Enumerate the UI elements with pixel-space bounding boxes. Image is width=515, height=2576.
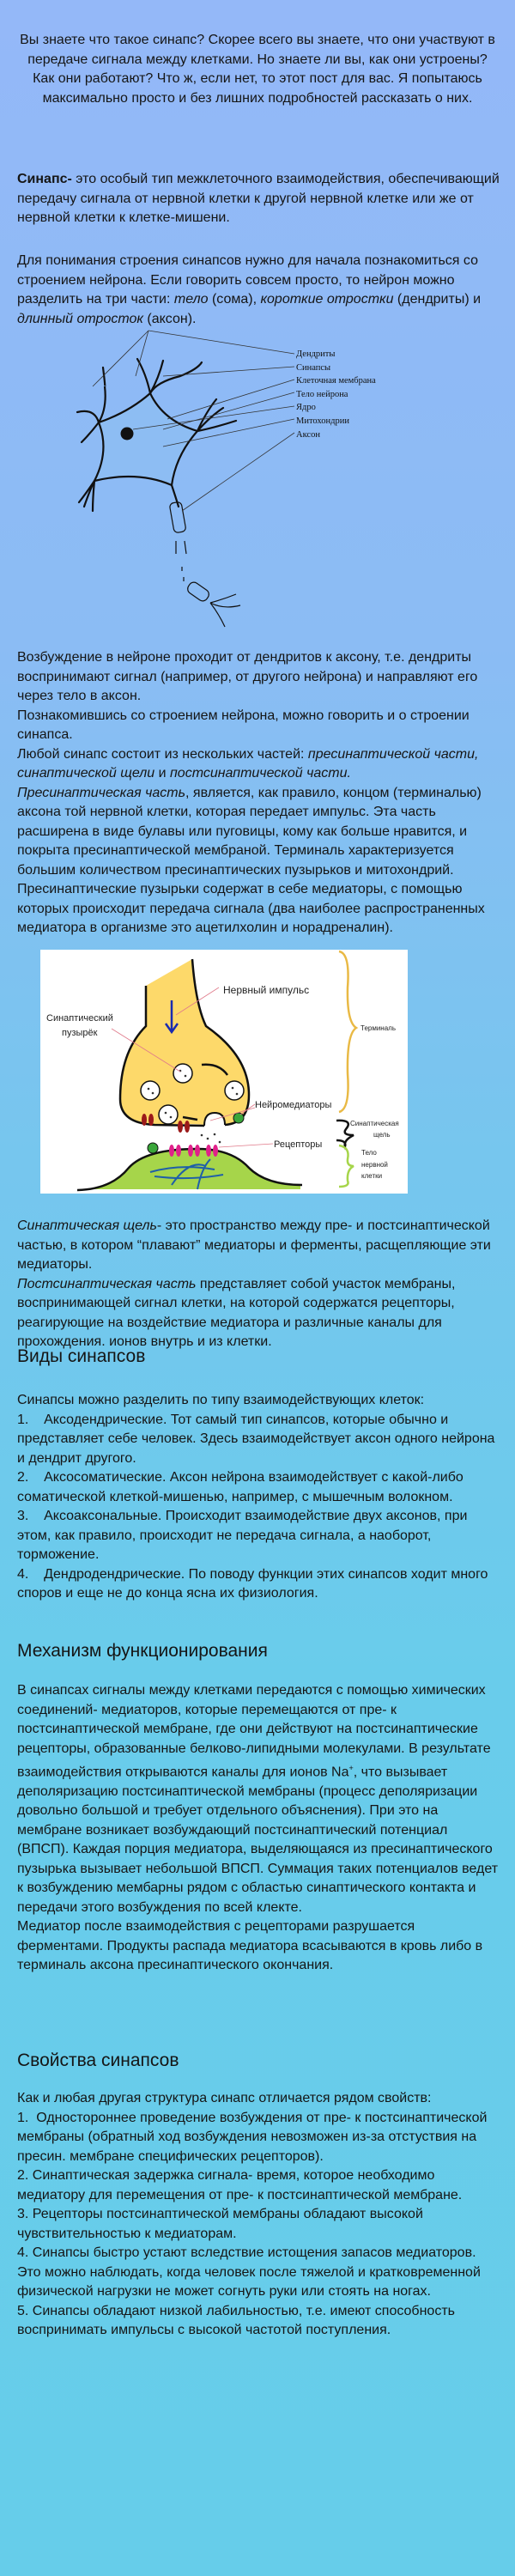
label-cleft: Синаптическая [350,1120,399,1127]
intro-paragraph [17,31,498,108]
label-cell-membrane: Клеточная мембрана [296,376,376,386]
nucleus-icon [121,428,134,440]
label-cleft: щель [373,1131,391,1139]
label-vesicle: Синаптический [46,1013,113,1024]
list-item: 5. Синапсы обладают низкой лабильностью, т.е. имеют способность воспринимать импульсы с высокой частотой поступления. [17,2303,459,2337]
list-item: 3. Аксоаксональные. Происходит взаимодействие двух аксонов, при этом, как правило, происходит не передача сигнала, а наоборот, торможение. [17,1509,471,1562]
mechanism-section [17,1681,500,1976]
paragraph: Возбуждение в нейроне проходит от дендритов к аксону, т.е. дендриты воспринимают сигнал (например, от другого нейрона) и направляют его через тело в аксон. [17,650,478,703]
list-item: 4. Дендродендрические. По поводу функции этих синапсов ходит много споров и еще не до конца ясна их физиология. [17,1566,492,1601]
label-axon: Аксон [296,430,320,440]
italic-term: Пресинаптическая часть [17,785,186,800]
label-body: нервной [361,1161,388,1169]
label-dendrites: Дендриты [296,349,336,359]
label-neuron-body: Тело нейрона [296,390,348,399]
label-receptors: Рецепторы [274,1139,323,1150]
label-nerve-impulse: Нервный импульс [223,984,310,996]
label-terminal: Терминаль [360,1024,397,1032]
types-list [17,1391,500,1604]
paragraph: Медиатор после взаимодействия с рецепторами разрушается ферментами. Продукты распада медиатора всасываются в кровь либо в терминаль аксона пресинаптического окончания. [17,1919,483,1973]
intro-text: Вы знаете что такое синапс? Скорее всего вы знаете, что они участвуют в передаче сигнала между клетками. Но знаете ли вы, как они устроены? Как они работают? Что ж, если нет, то этот пост для вас. Я попытаюсь максимально просто и без лишних подробностей рассказать о них. [20,33,495,106]
text: (аксон). [142,311,197,326]
text: Для понимания строения синапсов нужно для начала познакомиться со строением нейрона. Если говорить совсем просто, то нейрон можно разделить на три части: [17,253,478,307]
list-item: 2. Синаптическая задержка сигнала- время, которое необходимо медиатору для перемещения от пре- к постсинаптической мембране. [17,2168,463,2202]
structure-section [17,648,500,939]
text: (сома), [208,292,261,307]
heading-properties: Свойства синапсов [17,2050,179,2070]
definition-text: это особый тип межклеточного взаимодействия, обеспечивающий передачу сигнала от нервной клетки к другой нервной клетке или же от нервной клетки к клетке-мишени. [17,172,500,225]
list-item: 1. Аксодендрические. Тот самый тип синапсов, которые обычно и представляет себе человек. Здесь взаимодействует аксон одного нейрона и дендрит другого. [17,1412,499,1466]
neuron-intro-paragraph [17,252,500,329]
label-nucleus: Ядро [296,403,316,412]
superscript: + [348,1764,354,1772]
text: , что вызывает деполяризацию постсинаптической мембраны (процесс деполяризации довольно большой и требует отдельного объяснения). При это на мембране возникает возбуждающий постсинаптический потенциал (ВПСП). Каждая порция медиатора, выделяющаяся из пресинаптического пузырька вызывает небольшой ВПСП. Суммация таких потенциалов ведет к возбуждению мембарны рядом с областью синаптического контакта и передачи этого возбуждения по всей клекте. [17,1765,499,1915]
label-neurotransmitters: Нейромедиаторы [255,1100,332,1110]
list-item: 4. Синапсы быстро устают вследствие истощения запасов медиаторов. Это можно наблюдать, когда человек после тяжелой и кратковременной физической нагрузки не может согнуть руки или стоять на ногах. [17,2245,485,2299]
cleft-section [17,1217,500,1352]
text: (дендриты) и [393,292,482,307]
properties-intro: Как и любая другая структура синапс отличается рядом свойств: [17,2091,432,2105]
neuron-diagram [0,326,515,635]
italic-term: постсинаптической части. [169,766,351,781]
text: Любой синапс состоит из нескольких частей: [17,746,308,762]
text: и [154,766,170,781]
text: - это пространство между пре- и постсинаптической частью, в котором “плавают” медиаторы и ферменты, расщепляющие эти медиаторы. [17,1218,491,1272]
heading-types: Виды синапсов [17,1346,146,1366]
synapse-diagram [0,945,515,1202]
list-item: 1. Одностороннее проведение возбуждения от пре- к постсинаптической мембраны (обратный ход возбуждения невозможен из-за отстуствия на пресин. мембране специфических рецепторов). [17,2110,491,2164]
types-intro: Синапсы можно разделить по типу взаимодействующих клеток: [17,1393,425,1407]
text: В синапсах сигналы между клетками передаются с помощью химических соединений- медиаторов, которые перемещаются от пре- к постсинаптической мембране, где они действуют на постсинаптические рецепторы, образованные белково-липидными молекулами. В результате взаимодействия открываются каналы для ионов Na [17,1683,491,1780]
list-item: 2. Аксосоматические. Аксон нейрона взаимодействует с какой-либо соматической клеткой-мишенью, например, с мышечным волокном. [17,1470,468,1504]
label-synapses: Синапсы [296,363,331,373]
definition-term: Синапс- [17,172,72,186]
paragraph: Познакомившись со строением нейрона, можно говорить и о строении синапса. [17,708,470,742]
italic-term: Постсинаптическая часть [17,1276,197,1291]
label-mitochondria: Митохондрии [296,416,349,426]
label-body: клетки [361,1172,383,1180]
text: , является, как правило, концом (терминалью) аксона той нервной клетки, которая передает импульс. Эта часть расширена в виде булавы или пуговицы, кому как больше нравится, и покрыта пресинаптической мембраной. Терминаль характеризуется большим количеством пресинаптических пузырьков и митохондрий. Пресинаптические пузырьки содержат в себе медиаторы, с помощью которых происходит передача сигнала (два наиболее распространенных медиатора в организме это ацетилхолин и норадреналин). [17,785,485,935]
text: представляет собой участок мембраны, воспринимающей сигнал клетки, на которой содержатся рецепторы, реагирующие на воздействие медиатора и различные каналы для прохождения. ионов внутрь и из клетки. [17,1276,456,1349]
label-body: Тело [361,1149,377,1157]
properties-list [17,2089,500,2341]
italic-term: Синаптическая щель [17,1218,157,1233]
label-vesicle: пузырёк [62,1028,98,1038]
list-item: 3. Рецепторы постсинаптической мембраны обладают высокой чувствительностью к медиаторам. [17,2207,427,2241]
italic-term: короткие отростки [260,292,394,307]
italic-term: тело [173,292,209,307]
heading-mechanism: Механизм функционирования [17,1641,268,1661]
italic-term: пресинаптической части, синаптической щели [17,746,479,781]
italic-term: длинный отросток [17,311,143,326]
definition-paragraph [17,170,500,228]
